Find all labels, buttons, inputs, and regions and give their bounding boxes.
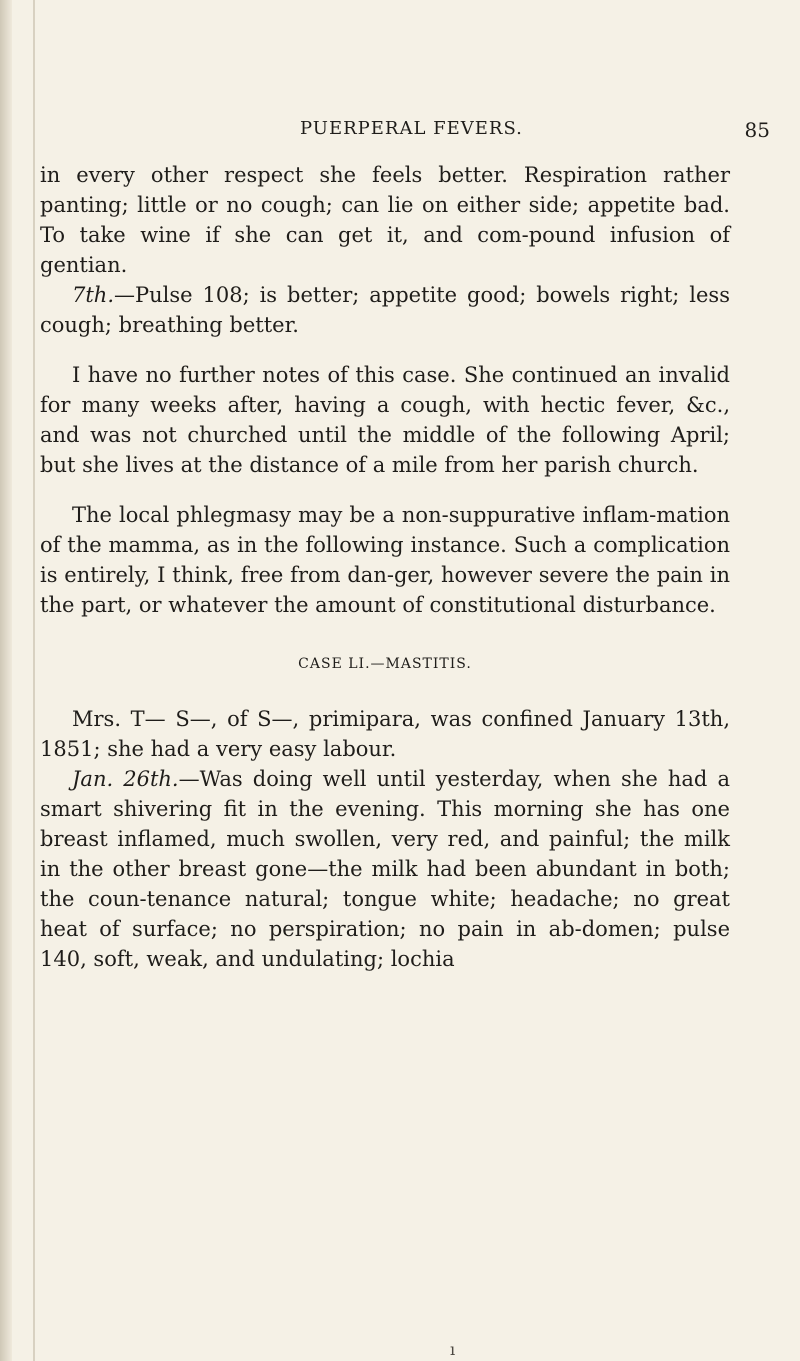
document-body bbox=[40, 160, 730, 974]
page-header bbox=[110, 118, 770, 148]
page-edge bbox=[0, 0, 12, 1361]
paragraph-6-text: —Was doing well until yesterday, when she had a smart shivering fit in the evening. This morning she has one breast inflamed, much swollen, very red, and painful; the milk in the other breast gone—the milk had been abundant in both; the coun-tenance natural; tongue white; headache; no great heat of surface; no perspiration; no pain in ab-domen; pulse 140, soft, weak, and undulating; lochia bbox=[40, 767, 730, 971]
paragraph-6 bbox=[40, 764, 730, 974]
date-label-7th: 7th. bbox=[72, 283, 114, 307]
running-head: PUERPERAL FEVERS. bbox=[300, 118, 523, 139]
paragraph-2 bbox=[40, 280, 730, 340]
footer-mark: ı bbox=[450, 1340, 456, 1359]
date-label-jan-26: Jan. 26th. bbox=[72, 767, 179, 791]
binding-line bbox=[33, 0, 35, 1361]
paragraph-3: I have no further notes of this case. She continued an invalid for many weeks after, having a cough, with hectic fever, &c., and was not churched until the middle of the following April; but she lives at the distance of a mile from her parish church. bbox=[40, 363, 730, 477]
paragraph-4: The local phlegmasy may be a non-suppurative inflam-mation of the mamma, as in the following instance. Such a complication is entirely, I think, free from dan-ger, however severe the pain in the part, or whatever the amount of constitutional disturbance. bbox=[40, 503, 730, 617]
paragraph-1: in every other respect she feels better. Respiration rather panting; little or no cough; can lie on either side; appetite bad. To take wine if she can get it, and com-pound infusion of gentian. bbox=[40, 163, 730, 277]
paragraph-5: Mrs. T— S—, of S—, primipara, was confined January 13th, 1851; she had a very easy labour. bbox=[40, 707, 730, 761]
page-number: 85 bbox=[744, 118, 770, 142]
paragraph-2-text: —Pulse 108; is better; appetite good; bowels right; less cough; breathing better. bbox=[40, 283, 730, 337]
case-heading: CASE LI.—MASTITIS. bbox=[298, 656, 472, 672]
